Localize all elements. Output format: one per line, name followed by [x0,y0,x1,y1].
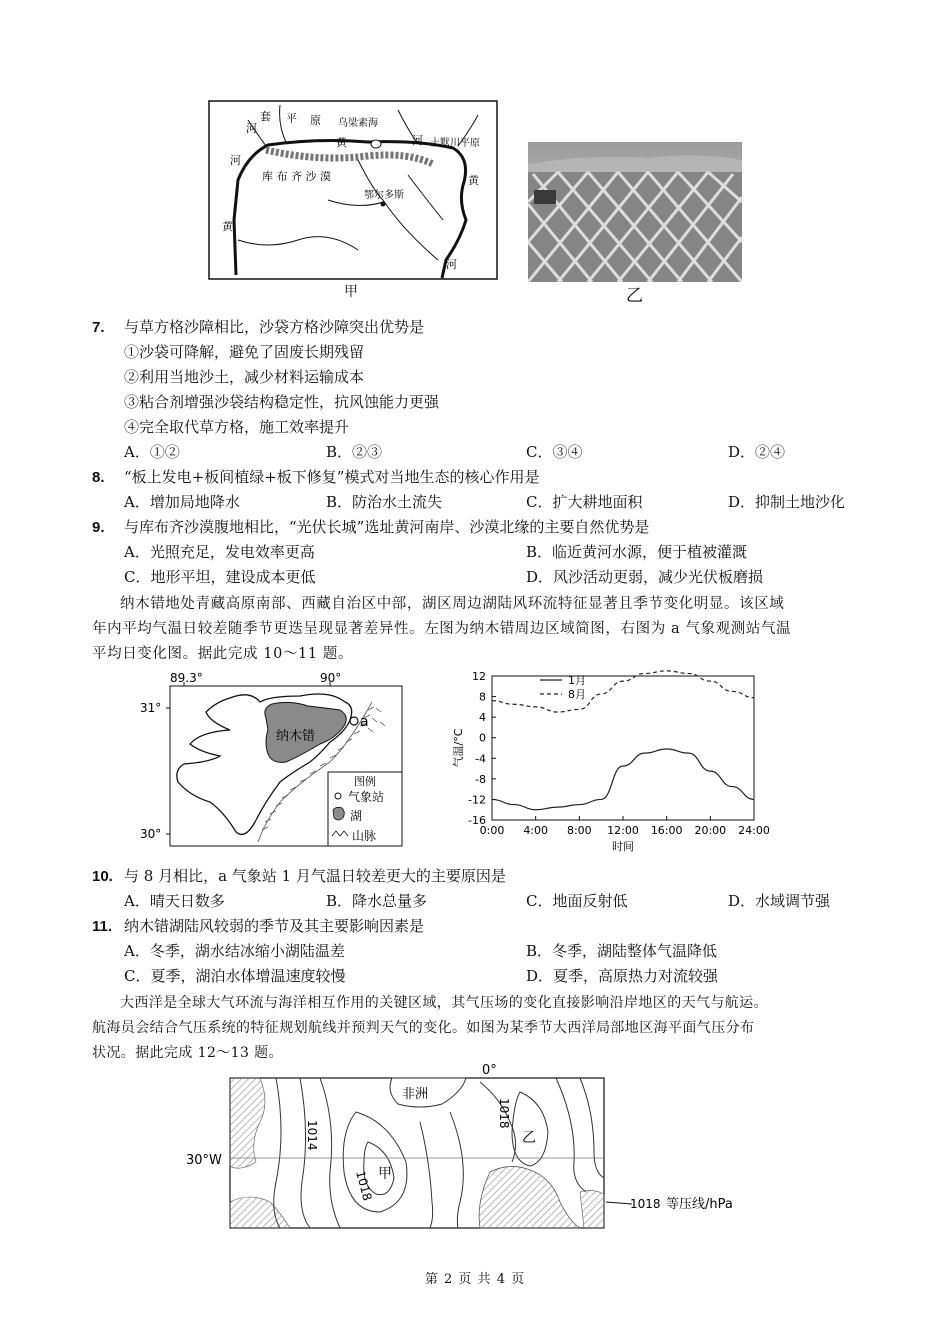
figure-namco-map [140,672,410,848]
x-tick-label: 16:00 [650,824,683,837]
q10-option-c[interactable]: C．地面反射低 [526,892,628,910]
q7-item-4: ④完全取代草方格，施工效率提升 [124,418,350,436]
question-7 [92,317,425,338]
figure-temperature-chart [448,664,778,860]
chart-plot-frame [492,676,754,820]
q9-stem: 与库布齐沙漠腹地相比，“光伏长城”选址黄河南岸、沙漠北缘的主要自然优势是 [124,518,650,536]
series-line-august [492,671,754,712]
question-11 [92,916,425,937]
q10-number: 10. [92,868,113,885]
passage-namco [92,592,862,667]
x-tick-label: 24:00 [738,824,770,837]
question-9 [92,517,650,538]
q10-option-d[interactable]: D．水域调节强 [728,892,831,910]
label-hetao-ping: 平 [286,112,297,125]
q7-item-2: ②利用当地沙土，减少材料运输成本 [124,368,365,386]
q8-option-b[interactable]: B．防治水土流失 [326,493,443,511]
photo-sand-barrier [528,142,742,282]
q7-option-c[interactable]: C．③④ [526,443,583,461]
q9-number: 9. [92,519,105,536]
q11-option-c[interactable]: C．夏季，湖泊水体增温速度较慢 [124,967,346,985]
q9-option-b[interactable]: B．临近黄河水源，便于植被灌溉 [526,543,748,561]
legend-title: 图例 [354,775,376,788]
q7-stem: 与草方格沙障相比，沙袋方格沙障突出优势是 [124,318,425,336]
lon-0: 0° [482,1063,497,1078]
label-wuliangsuhai: 乌梁素海 [338,118,378,129]
q11-option-a[interactable]: A．冬季，湖水结冰缩小湖陆温差 [124,942,345,960]
page-footer: 第 2 页 共 4 页 [424,1272,526,1287]
x-tick-label: 4:00 [523,824,549,837]
label-huang3: 黄 [222,220,233,233]
y-tick-label: -4 [475,752,486,766]
q11-number: 11. [92,918,113,935]
q10-stem: 与 8 月相比，a 气象站 1 月气温日较差更大的主要原因是 [124,867,506,885]
q7-item-3: ③粘合剂增强沙袋结构稳定性，抗风蚀能力更强 [124,393,440,411]
figure-map-jia [208,100,498,280]
passage3-line-3: 状况。据此完成 12～13 题。 [92,1045,283,1061]
q7-option-a[interactable]: A．①② [124,443,180,461]
figure-atlantic-isobars [180,1062,780,1232]
y-tick-label: 12 [472,670,486,683]
y-tick-label: 8 [479,690,486,704]
q9-option-d[interactable]: D．风沙活动更弱，减少光伏板磨损 [526,568,764,586]
q11-option-d[interactable]: D．夏季，高原热力对流较强 [526,967,719,985]
isobar-1014: 1014 [305,1120,319,1151]
label-tumochuan: 土默川平原 [430,138,480,149]
q10-option-a[interactable]: A．晴天日数多 [124,892,225,910]
label-hetao-he: 套 [260,110,271,123]
q8-option-d[interactable]: D．抑制土地沙化 [728,493,846,511]
caption-jia: 甲 [344,284,358,300]
q8-stem: “板上发电+板间植绿+板下修复”模式对当地生态的核心作用是 [124,468,540,486]
question-10 [92,866,506,887]
passage3-line-1: 大西洋是全球大气环流与海洋相互作用的关键区域，其气压场的变化直接影响沿岸地区的天气与航运。 [120,995,768,1011]
label-hetao-yuan: 原 [310,114,321,127]
passage-atlantic [92,991,862,1066]
legend-mountain: 山脉 [352,829,377,843]
legend-isobar-text: 等压线/hPa [666,1197,733,1212]
x-axis-label: 时间 [612,840,634,853]
x-tick-label: 8:00 [566,824,592,837]
q9-option-c[interactable]: C．地形平坦，建设成本更低 [124,568,316,586]
temperature-chart-svg [448,664,778,860]
africa-label: 非洲 [402,1087,429,1102]
passage2-line-3: 平均日变化图。据此完成 10～11 题。 [92,646,354,662]
label-huang2: 黄 [468,174,479,187]
q7-number: 7. [92,319,105,336]
y-tick-label: -12 [468,793,486,807]
y-tick-label: 0 [479,731,486,745]
q11-stem: 纳木错湖陆风较弱的季节及其主要影响因素是 [124,917,425,935]
x-tick-label: 0:00 [479,824,505,837]
label-ordos: 鄂尔多斯 [364,190,404,201]
q11-option-b[interactable]: B．冬季，湖陆整体气温降低 [526,942,718,960]
y-tick-label: -16 [468,814,486,827]
y-tick-label: 4 [479,711,486,725]
legend-entry: 1月 [568,674,586,687]
label-huang1: 黄 [336,136,347,149]
q9-option-a[interactable]: A．光照充足，发电效率更高 [124,543,315,561]
label-kubuqi: 库 布 齐 沙 漠 [262,170,331,183]
legend-isobar-value: 1018 [630,1197,661,1211]
x-tick-label: 12:00 [607,824,639,837]
series-line-january [492,749,754,810]
station-label: a [360,714,369,730]
label-he1: 河 [246,122,257,135]
label-he2: 河 [412,134,423,147]
y-axis-label: 气温/°C [452,728,465,768]
isobar-1018-a: 1018 [353,1169,375,1203]
caption-yi: 乙 [626,286,643,306]
q7-option-b[interactable]: B．②③ [326,443,383,461]
station-a [350,717,358,725]
lon-90: 90° [320,672,342,685]
isobar-1018-b: 1018 [497,1098,511,1129]
high-yi-label: 乙 [522,1130,536,1146]
x-tick-label: 20:00 [694,824,727,837]
q7-item-1: ①沙袋可降解，避免了固废长期残留 [124,343,365,361]
high-jia-label: 甲 [378,1166,392,1182]
y-tick-label: -8 [475,772,486,786]
lat-30w: 30°W [186,1153,222,1168]
q10-option-b[interactable]: B．降水总量多 [326,892,428,910]
question-8 [92,467,540,488]
label-he4: 河 [446,258,457,271]
lat-31: 31° [140,701,162,715]
legend-lake: 湖 [350,809,363,823]
label-he3: 河 [230,154,241,167]
lat-30: 30° [140,827,162,841]
q7-option-d[interactable]: D．②④ [728,443,786,461]
passage3-line-2: 航海员会结合气压系统的特征规划航线并预判天气的变化。如图为某季节大西洋局部地区海平面气压分布 [92,1020,755,1036]
legend-station: 气象站 [348,790,385,804]
q8-number: 8. [92,469,105,486]
lake-label: 纳木错 [276,729,316,744]
legend-entry: 8月 [568,688,586,701]
q8-option-a[interactable]: A．增加局地降水 [124,493,240,511]
passage2-line-2: 年内平均气温日较差随季节更迭呈现显著差异性。左图为纳木错周边区域简图，右图为 a 气象观测站气温 [92,621,792,637]
passage2-line-1: 纳木错地处青藏高原南部、西藏自治区中部，湖区周边湖陆风环流特征显著且季节变化明显。该区域 [120,596,785,612]
q8-option-c[interactable]: C．扩大耕地面积 [526,493,643,511]
lon-89-3: 89.3° [170,672,203,685]
